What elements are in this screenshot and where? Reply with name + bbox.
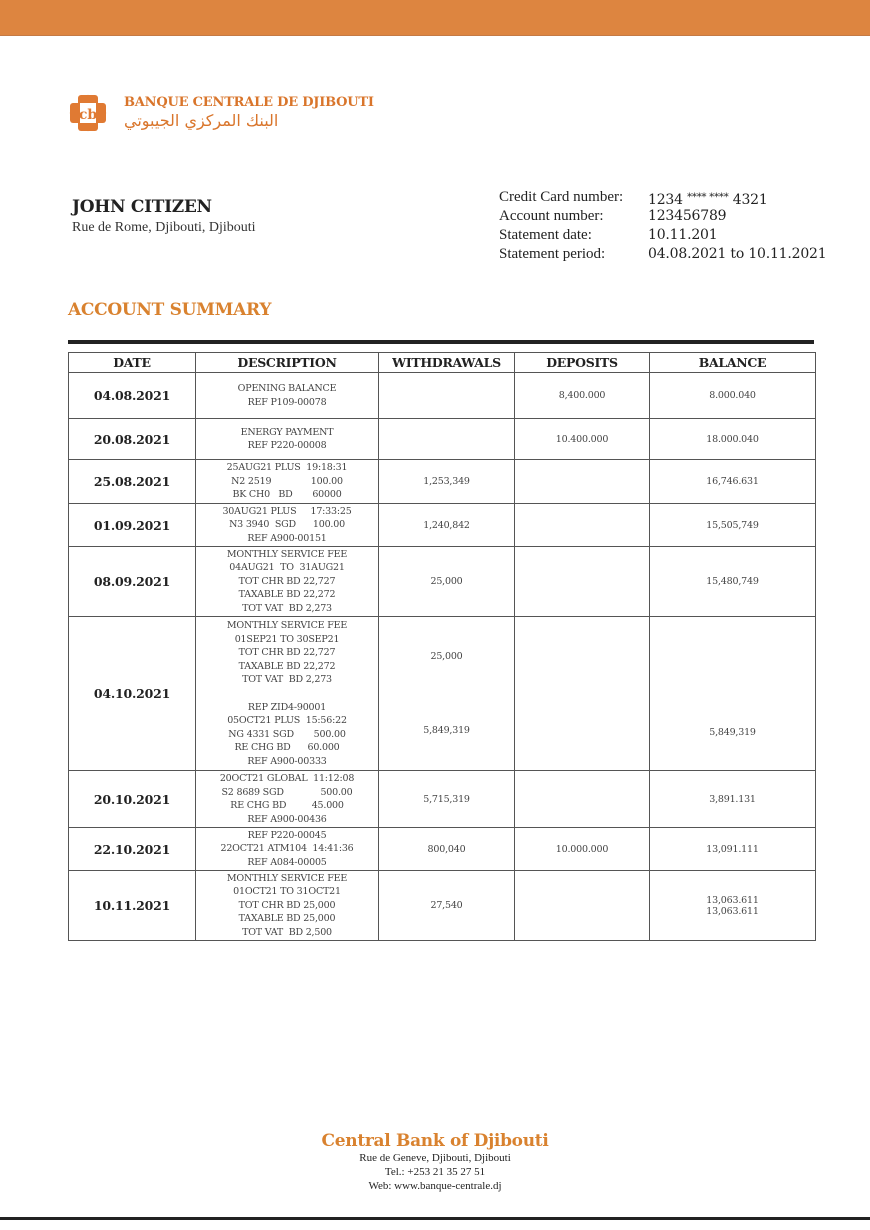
footer-bank-name: Central Bank of Djibouti [321,1131,549,1151]
statement-period-row [499,245,826,264]
row-date: 08.09.2021 [69,547,196,617]
description-line: REF A900-00151 [247,532,327,544]
column-header-deposits: DEPOSITS [515,353,650,373]
description-line: TAXABLE BD 25,000 [238,913,336,925]
row-description [196,504,379,547]
table-row [69,871,816,941]
table-header-row [69,353,816,373]
description-line: MONTHLY SERVICE FEE [226,548,348,560]
description-line: 30AUG21 PLUS 17:33:25 [222,505,352,517]
footer-address: Rue de Geneve, Djibouti, Djibouti [359,1152,511,1164]
description-line: TOT VAT BD 2,273 [242,674,332,685]
account-number-value: 123456789 [648,208,727,224]
row-deposits: 10.000.000 [515,828,650,871]
card-prefix: 1234 [648,192,683,208]
description-line: 01SEP21 TO 30SEP21 [234,633,340,645]
description-line: ENERGY PAYMENT [240,426,334,438]
description-line: TOT CHR BD 22,727 [238,575,336,587]
description-line: MONTHLY SERVICE FEE [226,620,348,631]
spacer [379,662,514,725]
footer-web: Web: www.banque-centrale.dj [368,1180,502,1192]
client-block [72,197,256,236]
row-withdrawals: 5,715,319 [379,771,515,828]
row-description [196,771,379,828]
description-line: NG 4331 SGD 500.00 [228,728,346,740]
row-withdrawals: 27,540 [379,871,515,941]
row-date: 25.08.2021 [69,460,196,504]
table-row [69,828,816,871]
svg-text:cb: cb [78,107,98,123]
column-header-withdrawals: WITHDRAWALS [379,353,515,373]
row-balance: 3,891.131 [650,771,816,828]
bank-emblem-icon [68,93,108,133]
description-line: REP ZID4-90001 [247,701,327,713]
description-line: RE CHG BD 45.000 [230,800,344,811]
row-withdrawals [379,617,515,771]
row-balance: 15,505,749 [650,504,816,547]
table-row [69,504,816,547]
footer-phone: Tel.: +253 21 35 27 51 [384,1166,486,1178]
description-line: 20OCT21 GLOBAL 11:12:08 [219,773,355,784]
description-line: S2 8689 SGD 500.00 [221,786,353,798]
description-line: REF A900-00436 [247,813,327,825]
row-date: 04.08.2021 [69,373,196,419]
description-line: REF A084-00005 [247,856,327,868]
row-date: 10.11.2021 [69,871,196,941]
table-row [69,771,816,828]
column-header-balance: BALANCE [650,353,816,373]
row-balance: 18.000.040 [650,419,816,460]
row-date: 01.09.2021 [69,504,196,547]
row-deposits [515,460,650,504]
credit-card-value [648,188,768,207]
client-name: JOHN CITIZEN [72,197,212,217]
table-row [69,419,816,460]
balance-amount: 5,849,319 [709,726,756,738]
row-deposits [515,547,650,617]
row-deposits [515,617,650,771]
description-line: REF P109-00078 [247,396,327,408]
client-address: Rue de Rome, Djibouti, Djibouti [72,220,256,235]
balance-amount: 13,063.611 [706,894,759,906]
row-deposits [515,771,650,828]
table-row [69,617,816,771]
credit-card-label: Credit Card number: [499,189,624,205]
row-balance: 8.000.040 [650,373,816,419]
description-line: 04AUG21 TO 31AUG21 [229,562,345,574]
withdrawal-amount: 5,849,319 [423,725,470,736]
card-mask: **** **** [687,192,729,203]
row-deposits [515,504,650,547]
description-line: BK CH0 BD 60000 [232,489,342,501]
description-line: RE CHG BD 60.000 [234,742,340,753]
description-line: TOT CHR BD 25,000 [238,899,336,911]
description-line: 05OCT21 PLUS 15:56:22 [227,715,347,726]
row-withdrawals: 1,240,842 [379,504,515,547]
row-description [196,828,379,871]
row-description [196,871,379,941]
description-line: 01OCT21 TO 31OCT21 [233,886,341,898]
description-line: REF P220-00045 [247,829,327,841]
description-line: TOT VAT BD 2,273 [242,602,332,614]
row-deposits: 10.400.000 [515,419,650,460]
row-withdrawals [379,373,515,419]
account-number-label: Account number: [499,208,604,224]
spacer [650,650,815,727]
statement-date-value: 10.11.201 [648,227,718,243]
row-description [196,617,379,771]
description-line: TOT CHR BD 22,727 [238,647,336,658]
row-withdrawals: 800,040 [379,828,515,871]
bank-name-arabic: البنك المركزي الجيبوتي [124,111,279,130]
column-header-description: DESCRIPTION [196,353,379,373]
row-date: 20.08.2021 [69,419,196,460]
spacer [196,687,378,701]
bank-name-french: BANQUE CENTRALE DE DJIBOUTI [124,95,374,110]
statement-period-value: 04.08.2021 to 10.11.2021 [648,246,827,262]
account-summary-title: ACCOUNT SUMMARY [68,300,272,320]
row-balance: 15,480,749 [650,547,816,617]
statement-meta [499,188,826,264]
description-line: REF P220-00008 [247,440,327,451]
description-line: TOT VAT BD 2,500 [242,926,332,938]
table-row [69,547,816,617]
row-deposits: 8,400.000 [515,373,650,419]
row-description [196,373,379,419]
transactions-table [68,352,816,941]
footer-divider [0,1217,870,1220]
bank-logo-text [124,95,374,130]
row-date: 04.10.2021 [69,617,196,771]
table-row [69,460,816,504]
card-suffix: 4321 [732,192,768,208]
description-line: REF A900-00333 [247,755,327,767]
balance-amount: 13,063.611 [706,905,759,917]
row-withdrawals: 1,253,349 [379,460,515,504]
description-line: 25AUG21 PLUS 19:18:31 [226,462,348,474]
description-line: N3 3940 SGD 100.00 [229,519,345,531]
summary-divider [68,340,814,344]
column-header-date: DATE [69,353,196,373]
row-description [196,419,379,460]
description-line: MONTHLY SERVICE FEE [226,872,348,884]
row-date: 20.10.2021 [69,771,196,828]
table-row [69,373,816,419]
row-withdrawals [379,419,515,460]
row-withdrawals: 25,000 [379,547,515,617]
row-balance: 13,091.111 [650,828,816,871]
row-balance [650,871,816,941]
footer [0,1131,870,1193]
description-line: TAXABLE BD 22,272 [238,660,336,672]
account-number-row [499,207,826,226]
description-line: TAXABLE BD 22,272 [238,589,336,601]
description-line: N2 2519 100.00 [231,475,343,487]
statement-date-label: Statement date: [499,227,592,243]
row-deposits [515,871,650,941]
row-description [196,460,379,504]
description-line: OPENING BALANCE [237,383,337,394]
statement-period-label: Statement period: [499,246,606,262]
top-brand-bar [0,0,870,36]
row-description [196,547,379,617]
statement-date-row [499,226,826,245]
row-date: 22.10.2021 [69,828,196,871]
row-balance [650,617,816,771]
row-balance: 16,746.631 [650,460,816,504]
withdrawal-amount: 25,000 [430,651,463,662]
credit-card-row [499,188,826,207]
description-line: 22OCT21 ATM104 14:41:36 [220,843,354,855]
